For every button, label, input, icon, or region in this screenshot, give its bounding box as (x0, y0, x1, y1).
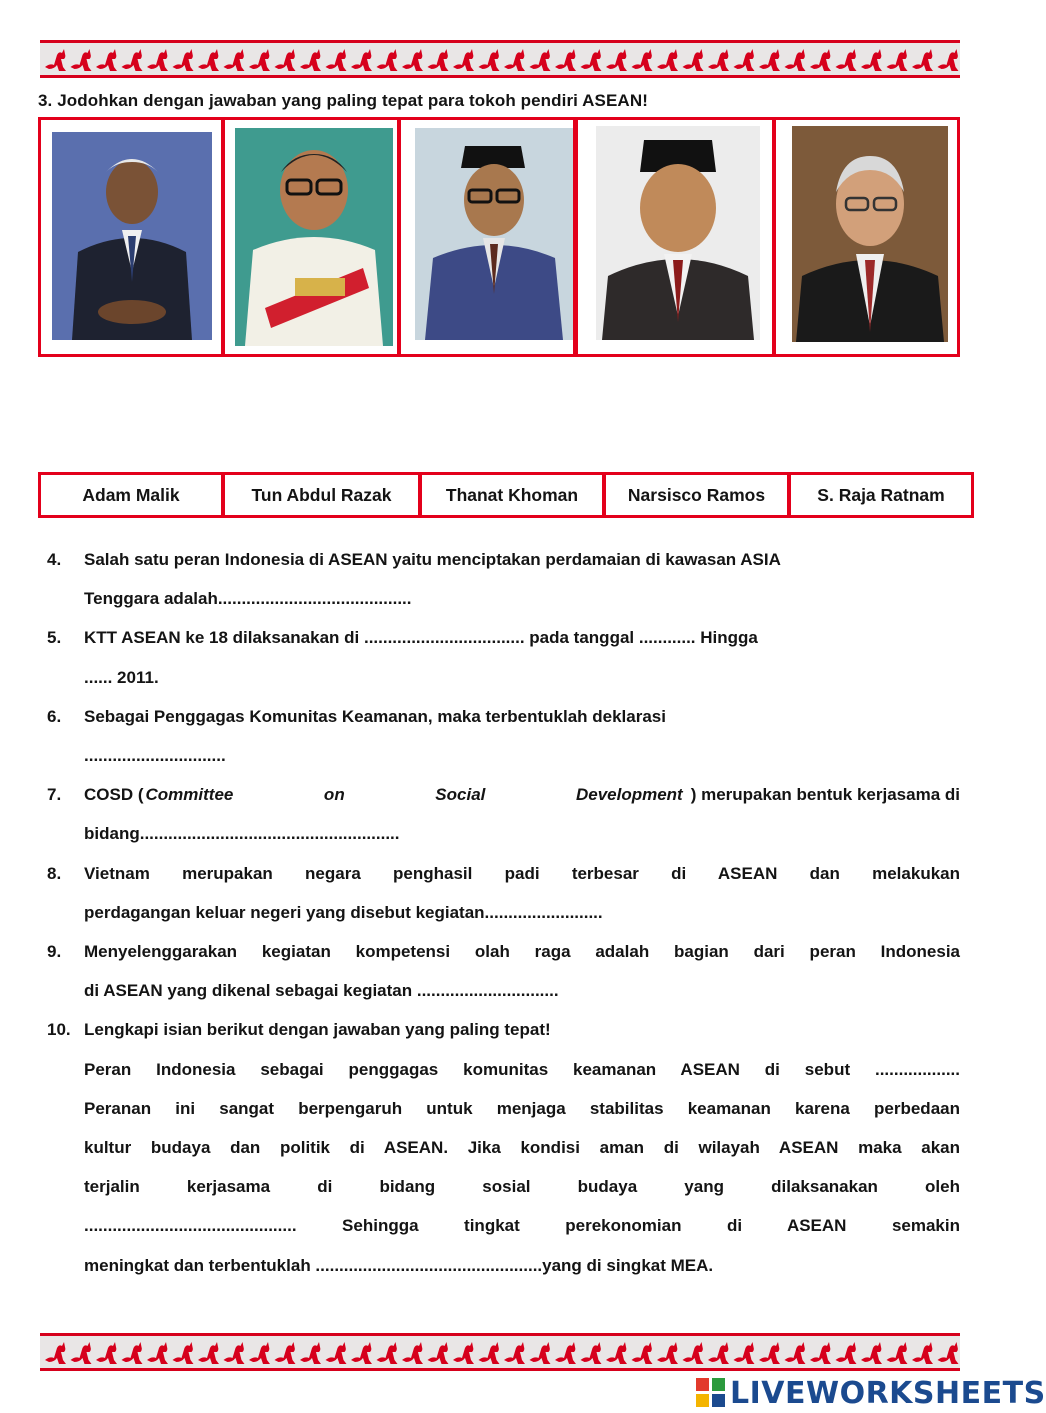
kangaroo-motif (887, 49, 908, 71)
kangaroo-motif (428, 1342, 449, 1364)
kangaroo-motif (402, 49, 423, 71)
question-6 (40, 697, 960, 775)
name-card[interactable]: Narsisco Ramos (603, 472, 790, 518)
kangaroo-motif (300, 1342, 321, 1364)
kangaroo-motif (377, 49, 398, 71)
kangaroo-motif (453, 49, 474, 71)
kangaroo-motif (912, 49, 933, 71)
question-text-prefix: COSD ( (84, 785, 144, 805)
name-card[interactable]: Adam Malik (38, 472, 224, 518)
question-text (84, 775, 960, 814)
kangaroo-motif (530, 1342, 551, 1364)
portrait-3[interactable] (398, 117, 576, 357)
kangaroo-motif (734, 1342, 755, 1364)
kangaroo-motif (555, 49, 576, 71)
logo-text: LIVEWORKSHEETS (730, 1375, 1046, 1411)
kangaroo-motif (861, 1342, 882, 1364)
kangaroo-motif (351, 1342, 372, 1364)
kangaroo-motif (224, 49, 245, 71)
question-text[interactable]: KTT ASEAN ke 18 dilaksanakan di .................................. pada tanggal ............ Hingga (84, 628, 758, 648)
kangaroo-motif (938, 1342, 959, 1364)
kangaroo-motif (785, 1342, 806, 1364)
liveworksheets-logo-icon (696, 1378, 726, 1408)
name-card[interactable]: S. Raja Ratnam (788, 472, 974, 518)
kangaroo-motif (45, 1342, 66, 1364)
question-number: 9. (47, 942, 62, 962)
kangaroo-motif (326, 49, 347, 71)
liveworksheets-logo (696, 1377, 1046, 1409)
paragraph-line[interactable]: Peran Indonesia sebagai penggagas komunitas keamanan ASEAN di sebut .................. (84, 1059, 960, 1079)
kangaroo-motif (428, 49, 449, 71)
question-3-title: 3. Jodohkan dengan jawaban yang paling tepat para tokoh pendiri ASEAN! (38, 91, 648, 110)
decorative-border-top (40, 40, 960, 78)
answer-blank[interactable]: perdagangan keluar negeri yang disebut kegiatan......................... (84, 902, 603, 922)
kangaroo-motif (300, 49, 321, 71)
kangaroo-motif (122, 1342, 143, 1364)
question-9 (40, 932, 960, 1010)
kangaroo-motif (402, 1342, 423, 1364)
portrait-4[interactable] (575, 117, 775, 357)
question-text: Menyelenggarakan kegiatan kompetensi olah raga adalah bagian dari peran Indonesia (84, 942, 960, 962)
kangaroo-motif (683, 1342, 704, 1364)
paragraph-line: kultur budaya dan politik di ASEAN. Jika kondisi aman di wilayah ASEAN maka akan (84, 1138, 960, 1158)
kangaroo-motif (810, 1342, 831, 1364)
kangaroo-motif (96, 49, 117, 71)
question-text: Vietnam merupakan negara penghasil padi terbesar di ASEAN dan melakukan (84, 863, 960, 883)
question-number: 7. (47, 785, 62, 805)
kangaroo-motif (249, 1342, 270, 1364)
kangaroo-motif (887, 1342, 908, 1364)
portrait-image-icon (415, 128, 573, 340)
question-7 (40, 775, 960, 853)
portrait-5[interactable] (773, 117, 960, 357)
kangaroo-motif (632, 1342, 653, 1364)
kangaroo-motif (45, 49, 66, 71)
kangaroo-motif (861, 49, 882, 71)
kangaroo-motif (632, 49, 653, 71)
answer-blank[interactable]: di ASEAN yang dikenal sebagai kegiatan .............................. (84, 981, 559, 1001)
paragraph-line: terjalin kerjasama di bidang sosial budaya yang dilaksanakan oleh (84, 1177, 960, 1197)
question-text-suffix: ) merupakan bentuk kerjasama di (690, 785, 960, 805)
portrait-image-icon (52, 132, 212, 340)
kangaroo-motif (785, 49, 806, 71)
kangaroo-motif (377, 1342, 398, 1364)
kangaroo-motif (810, 49, 831, 71)
kangaroo-motif (198, 1342, 219, 1364)
kangaroo-motif (479, 1342, 500, 1364)
kangaroo-motif (606, 1342, 627, 1364)
kangaroo-motif (606, 49, 627, 71)
kangaroo-motif (912, 1342, 933, 1364)
kangaroo-motif (530, 49, 551, 71)
kangaroo-motif (122, 49, 143, 71)
kangaroo-motif (198, 49, 219, 71)
kangaroo-motif (504, 1342, 525, 1364)
kangaroo-pattern-icon (40, 43, 960, 75)
kangaroo-motif (683, 49, 704, 71)
paragraph-line: Peranan ini sangat berpengaruh untuk menjaga stabilitas keamanan karena perbedaan (84, 1098, 960, 1118)
question-10 (40, 1010, 960, 1284)
kangaroo-motif (836, 1342, 857, 1364)
kangaroo-motif (504, 49, 525, 71)
kangaroo-motif (326, 1342, 347, 1364)
question-number: 4. (47, 550, 62, 569)
answer-blank[interactable]: bidang....................................................... (84, 824, 400, 844)
kangaroo-motif (581, 1342, 602, 1364)
portrait-2[interactable] (222, 117, 400, 357)
kangaroo-motif (71, 1342, 92, 1364)
kangaroo-motif (581, 49, 602, 71)
kangaroo-motif (836, 49, 857, 71)
question-list (40, 540, 960, 1285)
question-number: 5. (47, 628, 62, 648)
question-5 (40, 618, 960, 696)
kangaroo-motif (555, 1342, 576, 1364)
portrait-image-icon (792, 126, 948, 342)
kangaroo-motif (708, 49, 729, 71)
kangaroo-motif (224, 1342, 245, 1364)
kangaroo-motif (351, 49, 372, 71)
kangaroo-motif (734, 49, 755, 71)
kangaroo-motif (657, 1342, 678, 1364)
founder-photos (38, 117, 960, 357)
kangaroo-motif (938, 49, 959, 71)
question-text: Salah satu peran Indonesia di ASEAN yaitu menciptakan perdamaian di kawasan ASIA (84, 550, 781, 569)
kangaroo-motif (173, 1342, 194, 1364)
kangaroo-motif (147, 1342, 168, 1364)
name-card[interactable]: Thanat Khoman (419, 472, 605, 518)
portrait-image-icon (235, 128, 393, 346)
question-number: 10. (47, 1020, 71, 1040)
question-text-italic: Committee on Social Development (145, 785, 683, 805)
kangaroo-motif (479, 49, 500, 71)
kangaroo-motif (147, 49, 168, 71)
paragraph-line[interactable]: ............................................. Sehingga tingkat perekonomian di ASEAN semakin (84, 1216, 960, 1236)
kangaroo-motif (71, 49, 92, 71)
kangaroo-motif (275, 49, 296, 71)
kangaroo-motif (759, 1342, 780, 1364)
question-number: 8. (47, 863, 62, 883)
kangaroo-motif (173, 49, 194, 71)
decorative-border-bottom (40, 1333, 960, 1371)
question-4 (40, 540, 960, 618)
kangaroo-pattern-icon (40, 1336, 960, 1368)
name-card[interactable]: Tun Abdul Razak (222, 472, 421, 518)
kangaroo-motif (249, 49, 270, 71)
answer-blank[interactable]: .............................. (84, 746, 226, 766)
question-number: 6. (47, 706, 62, 726)
paragraph-line[interactable]: meningkat dan terbentuklah ................................................yang di singkat MEA. (84, 1255, 714, 1275)
kangaroo-motif (275, 1342, 296, 1364)
answer-blank[interactable]: ...... 2011. (84, 667, 159, 687)
portrait-1[interactable] (38, 117, 224, 357)
kangaroo-motif (708, 1342, 729, 1364)
founder-names (38, 472, 974, 518)
question-text: Lengkapi isian berikut dengan jawaban yang paling tepat! (84, 1020, 551, 1040)
kangaroo-motif (657, 49, 678, 71)
portrait-image-icon (596, 126, 760, 340)
kangaroo-motif (453, 1342, 474, 1364)
kangaroo-motif (759, 49, 780, 71)
answer-blank[interactable]: Tenggara adalah......................................... (84, 589, 412, 609)
question-text: Sebagai Penggagas Komunitas Keamanan, maka terbentuklah deklarasi (84, 706, 666, 726)
kangaroo-motif (96, 1342, 117, 1364)
question-8 (40, 854, 960, 932)
